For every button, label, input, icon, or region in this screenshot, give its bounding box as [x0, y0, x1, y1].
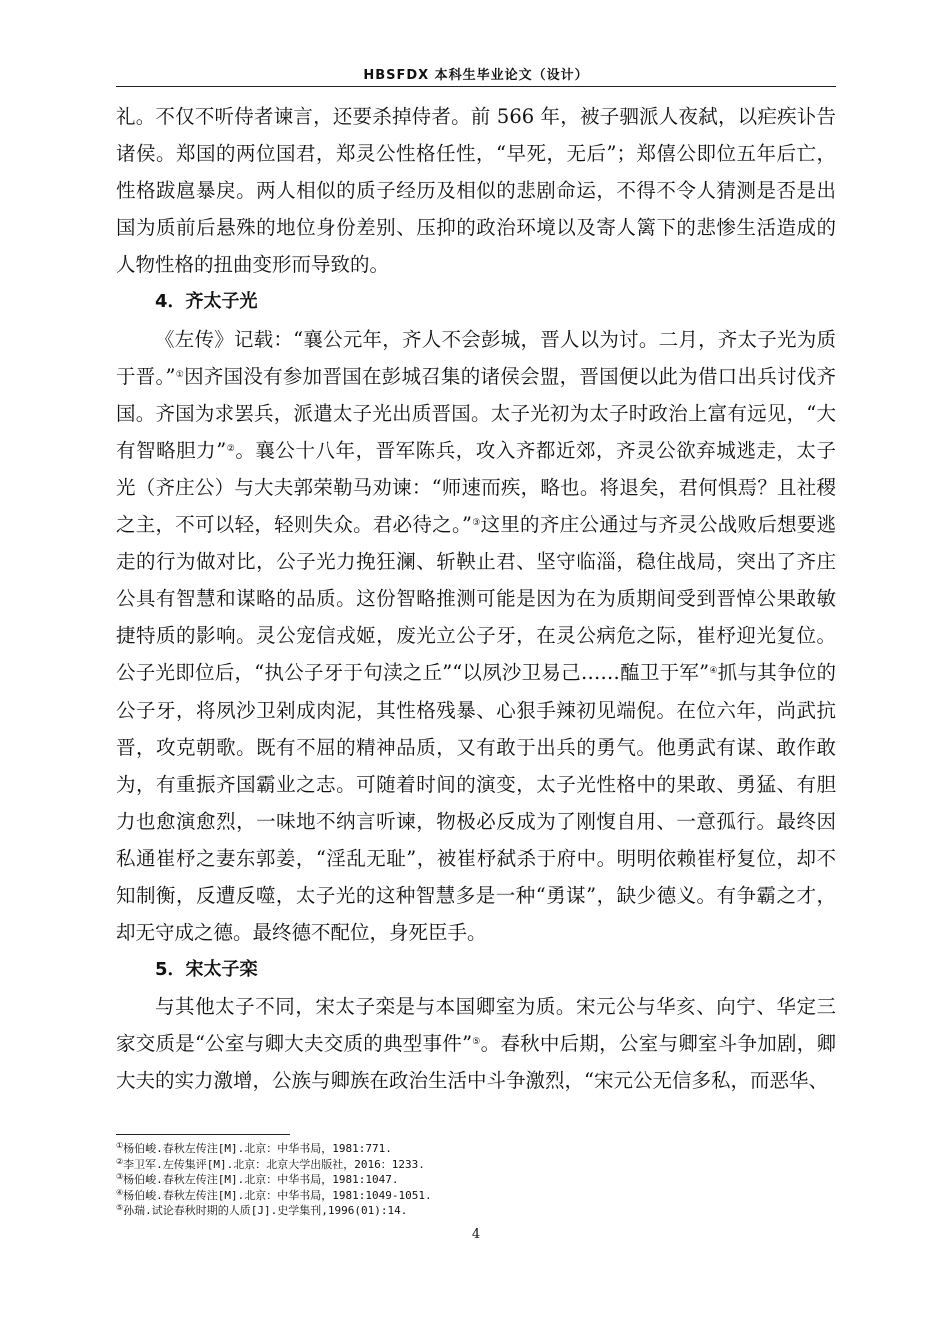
footnote-ref[interactable]: ④ — [709, 666, 718, 677]
footnote-ref[interactable]: ① — [175, 369, 185, 380]
section-heading: 5．宋太子栾 — [155, 959, 258, 981]
paragraph-text: 因齐国没有参加晋国在彭城召集的诸侯会盟，晋国便以此为借口出兵讨伐齐国。齐国为求罢兵，派遣太子光出质晋国。太子光初为太子时政治上富有远见，“大有智略胆力” — [116, 364, 836, 462]
paragraph — [116, 98, 836, 283]
footnote-ref[interactable]: ③ — [471, 518, 481, 529]
page-number: 4 — [471, 1227, 481, 1242]
footnote-mark: ② — [116, 1156, 124, 1166]
footnote-mark: ⑤ — [116, 1203, 124, 1213]
footnote — [116, 1141, 836, 1157]
paragraph — [116, 988, 836, 1099]
paragraph — [116, 321, 836, 952]
paragraph-text: 《左传》记载：“襄公元年，齐人不会彭城，晋人以为讨。二月，齐太子光为质于晋。” — [116, 327, 836, 388]
main-text — [116, 98, 836, 1100]
footnote-ref[interactable]: ⑤ — [472, 1037, 481, 1048]
paragraph-text: 礼。不仅不听侍者谏言，还要杀掉侍者。前 566 年，被子驷派人夜弑，以疟疾讣告诸侯。郑国的两位国君，郑灵公性格任性，“早死，无后”；郑僖公即位五年后亡，性格跋扈暴戾。两人相似的质子经历及相似的悲剧命运，不得不令人猜测是否是出国为质前后悬殊的地位身份差别、压抑的政治环境以及寄人篱下的悲惨生活造成的人物性格的扭曲变形而导致的。 — [116, 105, 836, 277]
paragraph-text: 。春秋中后期，公室与卿室斗争加剧，卿大夫的实力激增，公族与卿族在政治生活中斗争激烈，“宋元公无信多私，而恶华、 — [116, 1032, 836, 1093]
header-divider — [116, 86, 836, 87]
footnote-mark: ③ — [116, 1172, 124, 1182]
footnote — [116, 1188, 836, 1204]
paragraph-text: 这里的齐庄公通过与齐灵公战败后想要逃走的行为做对比，公子光力挽狂澜、斩鞅止君、坚守临淄，稳住战局，突出了齐庄公具有智慧和谋略的品质。这份智略推测可能是因为在为质期间受到晋悼公果敢敏捷特质的影响。灵公宠信戎姬，废光立公子牙，在灵公病危之际，崔杼迎光复位。公子光即位后，“执公子牙于句渎之丘”“以夙沙卫易己……醢卫于军” — [116, 513, 836, 685]
footnotes — [116, 1141, 836, 1219]
footnote-text: 李卫军.左传集评[M].北京：北京大学出版社，2016：1233. — [123, 1157, 425, 1171]
footnote — [116, 1172, 836, 1188]
paragraph-text: 抓与其争位的公子牙，将夙沙卫剁成肉泥，其性格残暴、心狠手辣初见端倪。在位六年，尚武抗晋，攻克朝歌。既有不屈的精神品质，又有敢于出兵的勇气。他勇武有谋、敢作敢为，有重振齐国霸业之志。可随着时间的演变，太子光性格中的果敢、勇猛、有胆力也愈演愈烈，一味地不纳言听谏，物极必反成为了刚愎自用、一意孤行。最终因私通崔杼之妻东郭姜，“淫乱无耻”，被崔杼弑杀于府中。明明依赖崔杼复位，却不知制衡，反遭反噬，太子光的这种智慧多是一种“勇谋”，缺少德义。有争霸之才，却无守成之德。最终德不配位，身死臣手。 — [116, 661, 836, 945]
paragraph-text: 与其他太子不同，宋太子栾是与本国卿室为质。宋元公与华亥、向宁、华定三家交质是“公室与卿大夫交质的典型事件” — [116, 995, 836, 1056]
footnote-text: 杨伯峻.春秋左传注[M].北京：中华书局，1981:1049-1051. — [123, 1188, 432, 1202]
paragraph-text: 。襄公十八年，晋军陈兵，攻入齐都近郊，齐灵公欲弃城逃走，太子光（齐庄公）与大夫郭荣勒马劝谏：“师速而疾，略也。将退矣，君何惧焉？且社稷之主，不可以轻，轻则失众。君必待之。” — [116, 438, 836, 537]
footnote-divider — [116, 1134, 290, 1135]
footnote — [116, 1157, 836, 1173]
running-header: HBSFDX 本科生毕业论文（设计） — [363, 68, 589, 83]
footnote-mark: ① — [116, 1141, 124, 1150]
footnote — [116, 1203, 836, 1219]
section-heading: 4．齐太子光 — [155, 291, 258, 313]
footnote-text: 杨伯峻.春秋左传注[M].北京：中华书局，1981:771. — [123, 1142, 392, 1155]
footnote-mark: ④ — [116, 1187, 124, 1197]
footnote-text: 杨伯峻.春秋左传注[M].北京：中华书局，1981:1047. — [123, 1173, 399, 1187]
footnote-ref[interactable]: ② — [226, 443, 236, 454]
footnote-text: 孙瑞.试论春秋时期的人质[J].史学集刊,1996(01):14. — [123, 1204, 408, 1218]
